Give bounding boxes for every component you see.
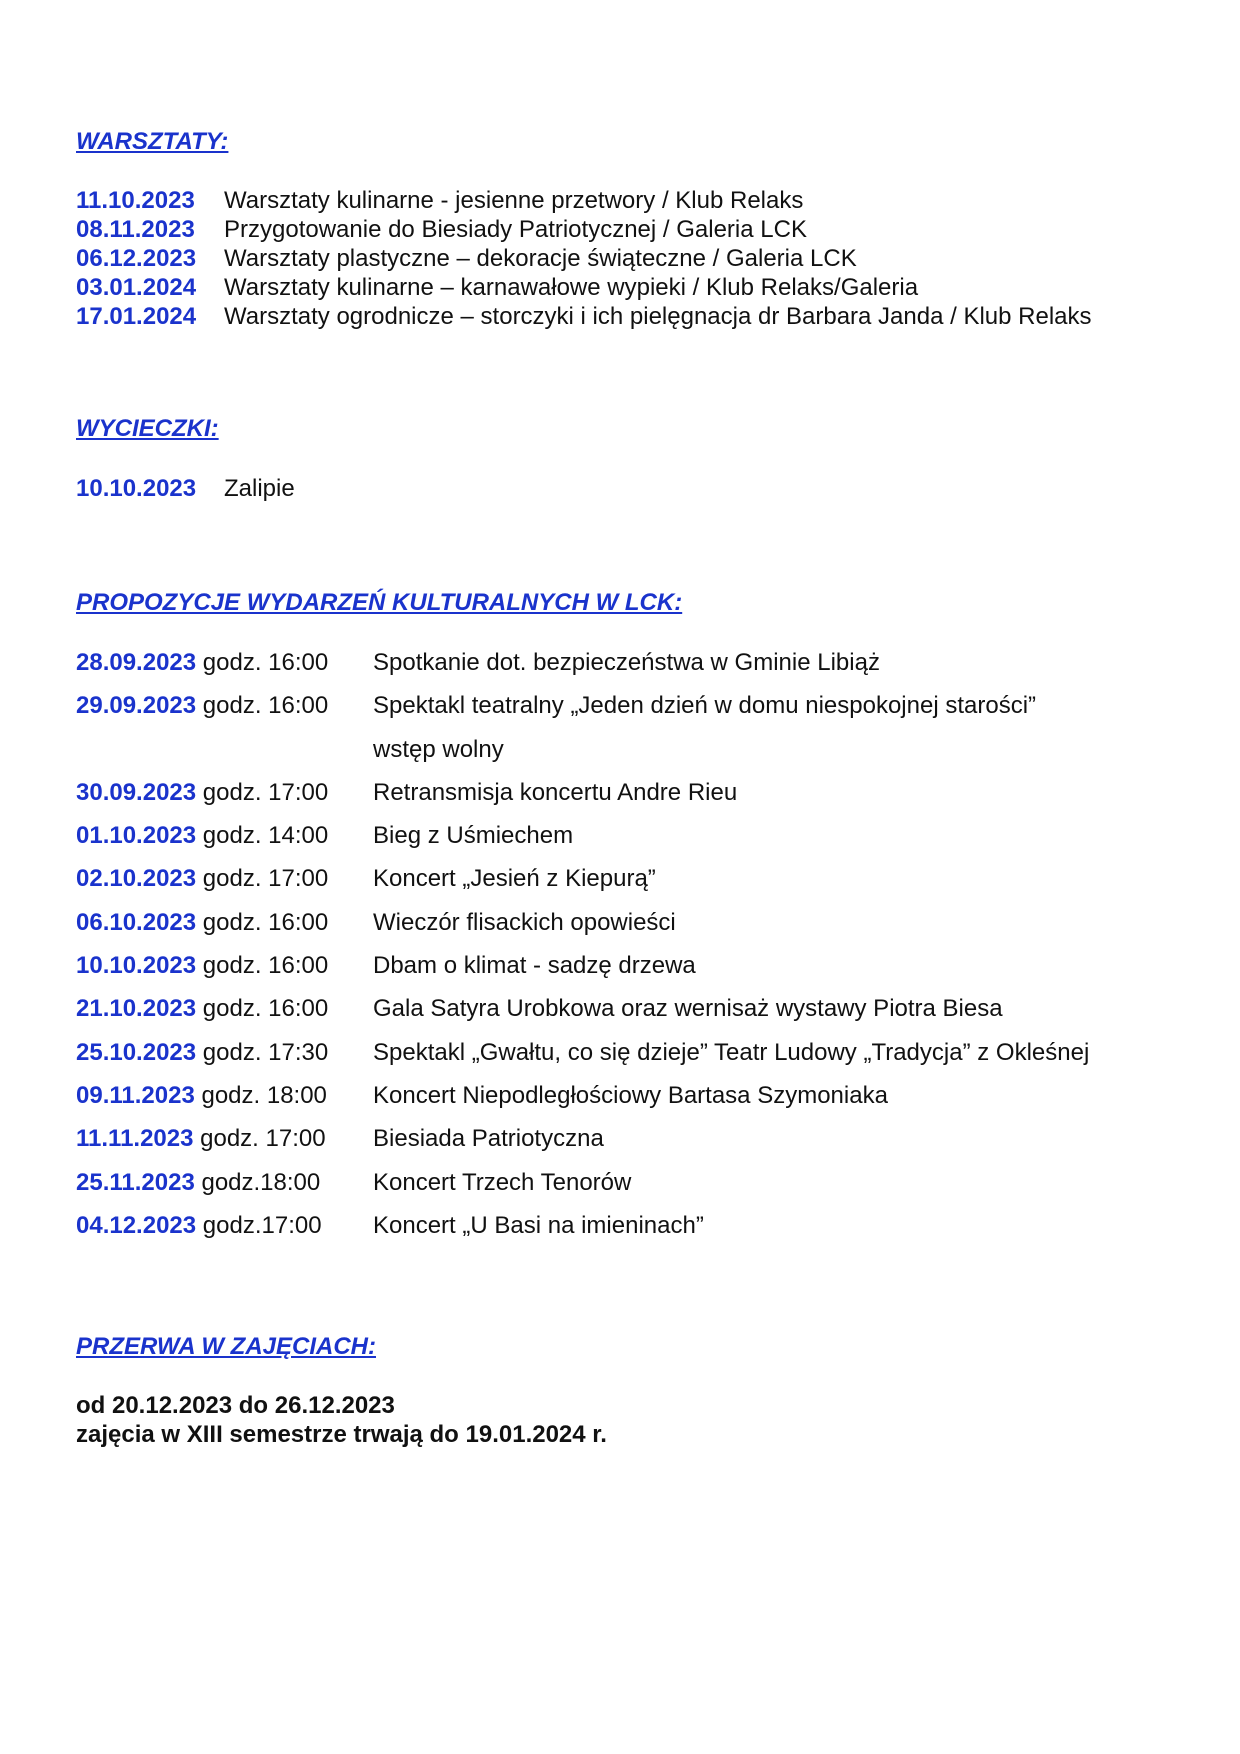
event-title: Spektakl „Gwałtu, co się dzieje” Teatr Ludowy „Tradycja” z Okleśnej <box>373 1038 1090 1066</box>
workshop-date: 11.10.2023 <box>76 187 195 214</box>
event-date: 30.09.2023 <box>76 778 197 806</box>
workshop-text: Warsztaty ogrodnicze – storczyki i ich pielęgnacja dr Barbara Janda / Klub Relaks <box>224 303 1092 330</box>
event-title: Dbam o klimat - sadzę drzewa <box>373 952 696 980</box>
trip-date: 10.10.2023 <box>76 475 197 502</box>
table-row <box>76 814 1089 857</box>
event-time: godz. 16:00 <box>196 649 329 676</box>
list-item <box>76 186 1092 215</box>
event-title: Wieczór flisackich opowieści <box>373 908 676 936</box>
table-row <box>76 771 1089 814</box>
list-item <box>76 474 295 503</box>
event-date: 04.12.2023 <box>76 1211 197 1239</box>
event-title: Gala Satyra Urobkowa oraz wernisaż wystawy Piotra Biesa <box>373 995 1003 1023</box>
event-title: Retransmisja koncertu Andre Rieu <box>373 778 738 806</box>
event-title: Spotkanie dot. bezpieczeństwa w Gminie Libiąż <box>373 649 880 676</box>
event-time: godz.18:00 <box>194 1168 321 1196</box>
list-item <box>76 273 1092 302</box>
event-time: godz. 17:30 <box>196 1038 329 1066</box>
event-date: 09.11.2023 <box>76 1081 195 1109</box>
event-time: godz. 17:00 <box>196 865 329 893</box>
table-row <box>76 901 1089 944</box>
event-time: godz. 16:00 <box>196 952 329 980</box>
break-heading: PRZERWA W ZAJĘCIACH: <box>76 1333 376 1360</box>
workshop-date: 06.12.2023 <box>76 245 197 272</box>
table-row <box>76 684 1089 727</box>
event-date: 01.10.2023 <box>76 822 197 850</box>
table-row <box>76 728 1089 771</box>
event-time: godz.17:00 <box>196 1211 322 1239</box>
table-row <box>76 1204 1089 1247</box>
event-title: wstęp wolny <box>373 735 504 763</box>
workshop-text: Warsztaty kulinarne - jesienne przetwory / Klub Relaks <box>224 187 804 214</box>
events-list <box>76 641 1089 1247</box>
workshops-list <box>76 186 1092 331</box>
table-row <box>76 641 1089 684</box>
table-row <box>76 1161 1089 1204</box>
list-item <box>76 215 1092 244</box>
event-date: 06.10.2023 <box>76 908 197 936</box>
table-row <box>76 1074 1089 1117</box>
event-date: 11.11.2023 <box>76 1125 194 1153</box>
workshops-heading: WARSZTATY: <box>76 128 229 155</box>
trip-text: Zalipie <box>224 475 295 502</box>
event-date: 21.10.2023 <box>76 995 197 1023</box>
event-time: godz. 17:00 <box>193 1125 326 1153</box>
event-date: 02.10.2023 <box>76 865 197 893</box>
event-title: Koncert Niepodległościowy Bartasa Szymoniaka <box>373 1081 888 1109</box>
table-row <box>76 857 1089 900</box>
event-time: godz. 16:00 <box>196 692 329 720</box>
event-title: Koncert „Jesień z Kiepurą” <box>373 865 656 893</box>
event-date: 10.10.2023 <box>76 952 197 980</box>
event-time: godz. 17:00 <box>196 778 329 806</box>
table-row <box>76 944 1089 987</box>
workshop-text: Warsztaty plastyczne – dekoracje świąteczne / Galeria LCK <box>224 245 857 272</box>
event-title: Bieg z Uśmiechem <box>373 822 574 850</box>
event-time: godz. 14:00 <box>196 822 329 850</box>
break-info <box>76 1391 607 1449</box>
event-title: Koncert „U Basi na imieninach” <box>373 1211 704 1239</box>
table-row <box>76 1031 1089 1074</box>
list-item <box>76 244 1092 273</box>
trips-list <box>76 474 295 503</box>
workshop-date: 03.01.2024 <box>76 274 197 301</box>
events-heading: PROPOZYCJE WYDARZEŃ KULTURALNYCH W LCK: <box>76 589 683 616</box>
event-title: Biesiada Patriotyczna <box>373 1125 604 1153</box>
event-date: 25.10.2023 <box>76 1038 197 1066</box>
event-date: 29.09.2023 <box>76 692 197 720</box>
break-dates: od 20.12.2023 do 26.12.2023 <box>76 1392 395 1419</box>
event-date: 28.09.2023 <box>76 649 197 676</box>
event-date: 25.11.2023 <box>76 1168 195 1196</box>
workshop-date: 17.01.2024 <box>76 303 197 330</box>
table-row <box>76 1117 1089 1160</box>
workshop-text: Warsztaty kulinarne – karnawałowe wypieki / Klub Relaks/Galeria <box>224 274 919 301</box>
table-row <box>76 987 1089 1030</box>
list-item <box>76 302 1092 331</box>
event-time: godz. 16:00 <box>196 995 329 1023</box>
event-time: godz. 18:00 <box>194 1081 327 1109</box>
trips-heading: WYCIECZKI: <box>76 415 219 442</box>
workshop-text: Przygotowanie do Biesiady Patriotycznej / Galeria LCK <box>224 216 807 243</box>
event-time: godz. 16:00 <box>196 908 329 936</box>
semester-end: zajęcia w XIII semestrze trwają do 19.01.2024 r. <box>76 1421 607 1448</box>
event-title: Spektakl teatralny „Jeden dzień w domu niespokojnej starości” <box>373 692 1037 720</box>
event-title: Koncert Trzech Tenorów <box>373 1168 632 1196</box>
workshop-date: 08.11.2023 <box>76 216 195 243</box>
